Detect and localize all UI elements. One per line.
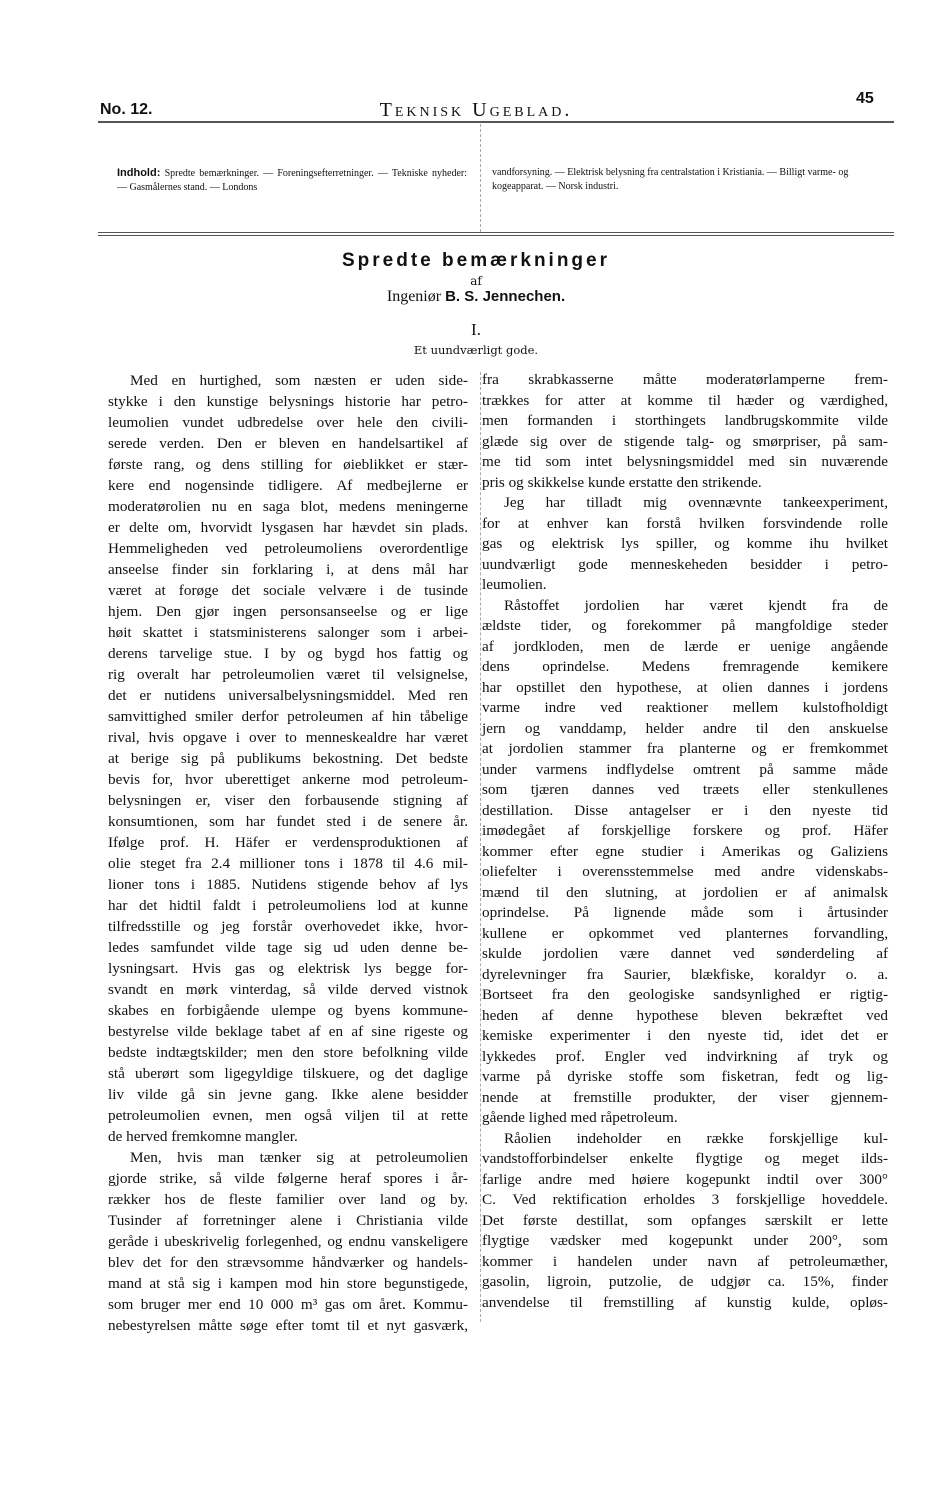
text-line: bedste indtægtskilder; men den store befolkning vilde [108, 1044, 468, 1061]
text-line: leumolien. [482, 576, 547, 593]
text-line: serede verden. Den er bleven en handelsartikel af [108, 435, 468, 452]
text-line: er delte om, hvorvidt lysgasen har hævdet sin plads. [108, 519, 468, 536]
text-line: heden af denne hypothese bleven bekræftet ved [482, 1006, 888, 1024]
text-line: flygtige vædsker med kogepunkt under 200°, som [482, 1232, 888, 1249]
text-line: rig overalt har petroleumolien været til velsignelse, [108, 666, 468, 683]
text-line: me tid som intet belysningsmiddel med sin nuværende [482, 453, 888, 470]
text-line: kullene er opkommet ved planternes forvandling, [482, 924, 888, 942]
text-line: stykke i den kunstige belysnings historie har petro- [108, 393, 468, 410]
text-line: bestyrelse vilde beklage tabet af en af sine rigeste og [108, 1023, 468, 1040]
text-line: kemiske experimenter i den nyeste tid, idet det er [482, 1027, 888, 1044]
text-line: pris og skikkelse kunde erstatte den strikende. [482, 473, 762, 491]
text-line: varme indre ved reaktioner mellem kulstofholdigt [482, 699, 888, 716]
page-number: 45 [856, 90, 874, 107]
text-line: kommer i handelen under navn af petroleumæther, [482, 1252, 888, 1270]
text-line: jern og vanddamp, helder andre til den anskuelse [482, 719, 888, 737]
text-line: Bortseet fra den geologiske sandsynlighed er rigtig- [482, 986, 888, 1003]
text-line: første rang, og dens stilling for øieblikket er stær- [108, 456, 468, 473]
section-subtitle: Et uundværligt gode. [413, 343, 539, 357]
section-number: I. [471, 320, 481, 339]
text-line: kere end nogensinde tidligere. Af medbejlerne er [108, 477, 468, 494]
text-line: anvendelse til fremstilling af kunstig kulde, opløs- [482, 1293, 888, 1311]
contents-rule-2 [98, 235, 894, 236]
contents-divider [480, 124, 481, 232]
text-line: derens tarvelige stue. I by og bygd hos fattig og [108, 645, 468, 662]
header-rule [98, 121, 894, 123]
column-divider [480, 372, 481, 1322]
text-line: blev det for den strævsomme håndværker og handels- [108, 1254, 468, 1271]
text-line: vandstofforbindelser enkelte flygtige og meget ilds- [482, 1150, 888, 1167]
contents-right-text: vandforsyning. — Elektrisk belysning fra centralstation i Kristiania. — Billigt varme- og kogeapparat. — Norsk industri. [492, 167, 849, 192]
text-line: som tjæren dannes ved træets eller stenkullenes [482, 781, 888, 798]
text-line: oliefelter i overensstemmelse med andre videnskabs- [482, 863, 888, 880]
text-line: olie steget fra 2.4 millioner tons i 1878 til 4.6 mil- [108, 855, 468, 872]
text-line: har det hidtil faldt i petroleumoliens lod at kunne [108, 897, 468, 914]
text-line: har opstillet den hypothese, at olien dannes i jordens [482, 678, 888, 696]
contents-rule-1 [98, 232, 894, 233]
text-line: men formanden i storthingets landbrugskommite vilde [482, 412, 888, 429]
author-name: B. S. Jennechen. [445, 288, 566, 305]
text-line: skulde jordolien være dannet ved sønderdeling af [482, 945, 888, 962]
text-line: mænd til den slutning, at jordolien er af animalsk [482, 883, 888, 901]
text-line: moderatørolien nu en saga blot, medens meningerne [108, 498, 468, 515]
text-line: gas og elektrisk lys spiller, og komme ihu hvilket [482, 535, 888, 552]
article-title: Spredte bemærkninger [342, 250, 610, 271]
text-line: skabes en forbigående ulempe og byens kommune- [108, 1002, 468, 1019]
text-line: mand at stå sig i kampen mod hin store begunstigede, [108, 1275, 468, 1292]
text-line: stå uberørt som ligegyldige tilskuere, og det daglige [108, 1065, 468, 1082]
text-line: af jordkloden, men de lærde er uenige angående [482, 637, 888, 655]
text-line: at jordolien stammer fra planterne og er fremkommet [482, 740, 888, 757]
left-column [108, 370, 468, 1336]
text-line: gasolin, ligroin, putzolie, de udgjør ca. 15%, finder [482, 1273, 888, 1290]
text-line: bevis for, hvor uberettiget ankerne mod petroleum- [108, 771, 468, 788]
text-line: imødegået af forskjellige forskere og prof. Häfer [482, 822, 888, 839]
text-line: svandt en mørk vinterdag, så vilde derved vistnok [108, 981, 468, 998]
text-line: fra skrabkasserne måtte moderatørlamperne frem- [482, 371, 888, 388]
text-line: dens oprindelse. Medens fremragende kemikere [482, 658, 888, 675]
text-line: rival, hvis opgave i over to menneskealdre har været [108, 729, 468, 746]
journal-title: Teknisk Ugeblad. [379, 99, 573, 121]
text-line: gjorde strike, så vilde følgerne heraf spores i år- [108, 1170, 468, 1187]
text-line: belysningen er, viser den forbausende stigning af [108, 792, 468, 809]
text-line: ældste tider, og forekommer på mangfoldige steder [482, 617, 888, 634]
text-line: Tusinder af forretninger alene i Christiania vilde [108, 1212, 468, 1229]
text-line: samvittighed smiler derfor petroleumen af hin tåbelige [108, 708, 468, 725]
text-line: lioner tons i 1885. Nutidens stigende behov af lys [108, 876, 468, 893]
text-line: destillation. Disse antagelser er i den nyeste tid [482, 801, 888, 819]
text-line: Det første destillat, som opfanges særskilt er lette [482, 1211, 888, 1229]
text-line: ledes samfundet vilde tage sig ud uden denne be- [108, 939, 468, 956]
text-line: varme på dyriske stoffe som fisketran, fedt og lig- [482, 1068, 888, 1085]
contents-label-text: Indhold: [117, 167, 161, 179]
text-line: liv vilde gå sin jevne gang. Ikke alene besidder [108, 1086, 468, 1103]
text-line: Men, hvis man tænker sig at petroleumolien [130, 1149, 468, 1166]
text-line: Hemmeligheden ved petroleumoliens overordentlige [108, 540, 468, 557]
text-line: som bruger mer end 10 000 m³ gas om året. Kommu- [108, 1296, 468, 1313]
article-author [0, 288, 952, 306]
text-line: glæde sig over de stigende talg- og smørpriser, på sam- [482, 432, 888, 450]
text-line: rækker hos de fleste familier over land og by. [108, 1191, 468, 1208]
text-line: oprindelse. På lignende måde som i årtusinder [482, 904, 888, 921]
issue-number: No. 12. [100, 101, 153, 118]
right-column [482, 370, 888, 1313]
text-line: nende at fremstille produkter, der viser gjennem- [482, 1088, 888, 1106]
text-line: konsumtionen, som har fundet sted i de senere år. [108, 813, 468, 830]
text-line: trækkes for atter at komme til hæder og værdighed, [482, 391, 888, 409]
text-line: uundværligt gode menneskeheden besidder i petro- [482, 555, 888, 573]
text-line: dyrelevninger fra Saurier, blækfiske, koraldyr o. a. [482, 965, 888, 983]
text-line: nebestyrelsen måtte søge efter tomt til et nyt gasværk, [108, 1317, 468, 1334]
text-line: kommer efter egne studier i Amerikas og Galiziens [482, 842, 888, 860]
text-line: Råstoffet jordolien har været kjendt fra de [504, 596, 888, 614]
text-line: lysningsart. Hvis gas og elektrisk lys begge for- [108, 960, 468, 977]
text-line: farlige andre med høiere kogepunkt indtil over 300° [482, 1170, 888, 1188]
text-line: de herved fremkomne mangler. [108, 1128, 298, 1145]
text-line: for at enhver kan forstå hvilken forsvindende rolle [482, 514, 888, 532]
text-line: geråde i ubeskrivelig forlegenhed, og endnu vanskeligere [108, 1233, 468, 1250]
article-by: af [470, 274, 482, 288]
text-line: C. Ved rektification erholdes 3 forskjellige hoveddele. [482, 1191, 888, 1208]
text-line: lykkedes prof. Engler ved indvirkning af tryk og [482, 1047, 888, 1065]
text-line: hjem. Den gjør ingen personsanseelse og er lige [108, 603, 468, 620]
author-prefix: Ingeniør [386, 288, 442, 305]
text-line: Med en hurtighed, som næsten er uden side- [130, 372, 468, 389]
contents-left [117, 166, 467, 195]
text-line: leumolien vundet udbredelse over hele den civili- [108, 414, 468, 431]
text-line: at berige sig på publikums bekostning. Det bedste [108, 750, 468, 767]
contents-left-text: Spredte bemærkninger. — Foreningsefterretninger. — Tekniske nyheder: — Gasmålernes stand. — Londons [117, 168, 467, 193]
text-line: Råolien indeholder en række forskjellige kul- [504, 1129, 888, 1147]
text-line: Ifølge prof. H. Häfer er verdensproduktionen af [108, 834, 468, 851]
text-line: det er nutidens universalbelysningsmiddel. Med ren [108, 687, 468, 704]
text-line: høit skattet i statsministerens salonger som i arbei- [108, 624, 468, 641]
text-line: under varmens indflydelse omtrent på samme måde [482, 760, 888, 778]
text-line: tilfredsstille og jeg forstår overhovedet ikke, hvor- [108, 918, 468, 935]
text-line: anseelse finder sin forklaring i, at dens mål har [108, 561, 468, 578]
text-line: Jeg har tilladt mig ovennævnte tankeexperiment, [504, 494, 888, 511]
text-line: været at forøge det sociale velvære i de tusinde [108, 582, 468, 599]
text-line: gående lighed med råpetroleum. [482, 1109, 678, 1126]
text-line: petroleumolien evnen, men også viljen til at rette [108, 1107, 468, 1124]
